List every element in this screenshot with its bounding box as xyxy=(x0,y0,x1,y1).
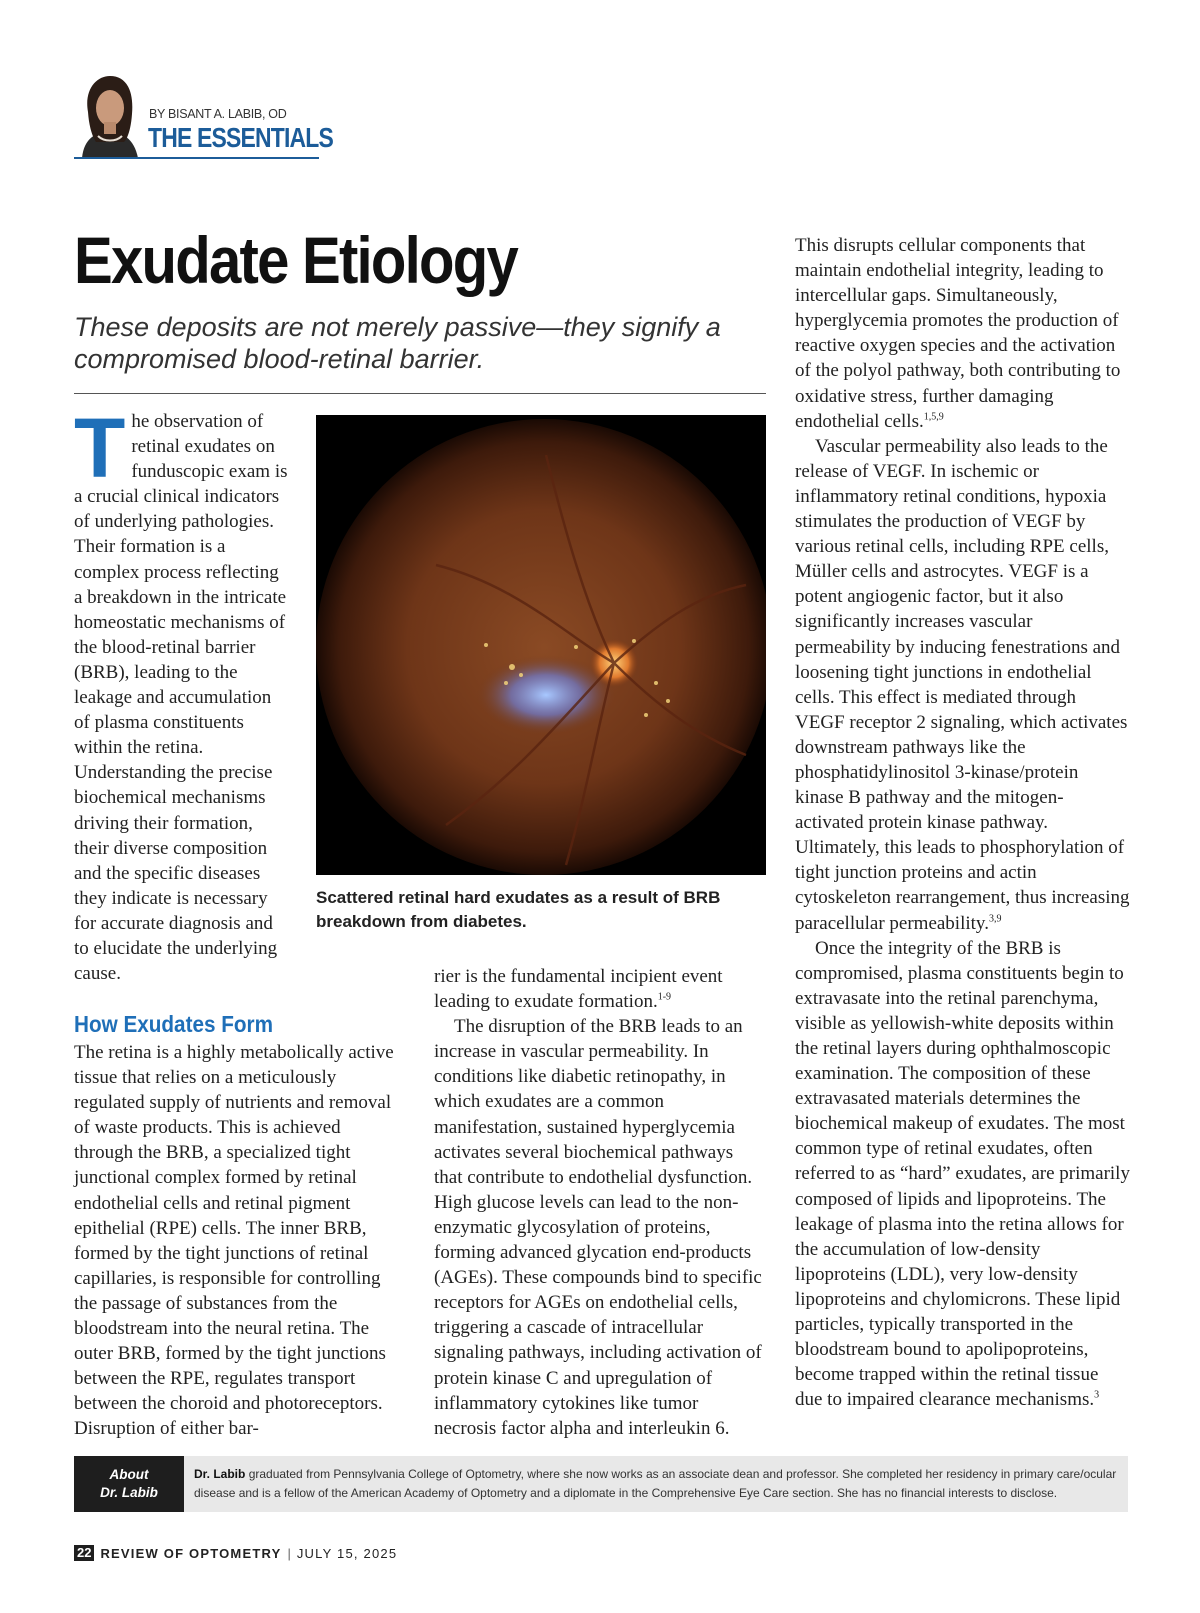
column-3-text xyxy=(795,233,1130,1412)
drop-cap: T xyxy=(74,401,126,495)
paragraph-barrier-cont xyxy=(434,964,764,1014)
paragraph-retina: The retina is a highly metabolically active tissue that relies on a meticulously regulated supply of nutrients and removal of waste products. This is achieved through the BRB, a specialized tight junctional complex formed by retinal endothelial cells and retinal pigment epithelial (RPE) cells. The inner BRB, formed by the tight junctions of retinal capillaries, is responsible for controlling the passage of substances from the bloodstream into the neural retina. The outer BRB, formed by the tight junctions between the RPE, regulates transport between the choroid and photoreceptors. Disruption of either bar- xyxy=(74,1042,394,1440)
about-label-line1: About xyxy=(109,1467,149,1482)
paragraph-extravasation-text: Once the integrity of the BRB is compromised, plasma constituents begin to extravasate into the retinal parenchyma, visible as yellowish-white deposits within the retinal layers during ophthalmoscopic examination. The composition of these extravasated materials determines the biochemical makeup of exudates. The most common type of retinal exudates, often referred to as “hard” exudates, are primarily composed of lipids and lipoproteins. The leakage of plasma into the retina allows for the accumulation of low-density lipoproteins (LDL), very low-density lipoproteins and chylomicrons. These lipid particles, typically transported in the bloodstream bound to apolipoproteins, become trapped within the retinal tissue due to impaired clearance mechanisms. xyxy=(795,937,1130,1411)
column-2-text xyxy=(434,964,764,1441)
paragraph-barrier-text: rier is the fundamental incipient event leading to exudate formation. xyxy=(434,966,723,1013)
header-rule xyxy=(74,157,319,159)
deck: These deposits are not merely passive—they signify a compromised blood-retinal barrier. xyxy=(74,312,721,374)
figure-caption: Scattered retinal hard exudates as a result of BRB breakdown from diabetes. xyxy=(316,888,721,931)
headline-rule xyxy=(74,393,766,394)
reference-1-5-9: 1,5,9 xyxy=(923,411,944,423)
intro-paragraph xyxy=(74,401,289,986)
paragraph-endothelial-text: This disrupts cellular components that maintain endothelial integrity, leading to intercellular gaps. Simultaneously, hyperglycemia promotes the production of reactive oxygen species and the activation of the polyol pathway, both contributing to oxidative stress, further damaging endothelial cells. xyxy=(795,235,1121,432)
about-label xyxy=(74,1456,184,1512)
byline: BY BISANT A. LABIB, OD xyxy=(149,107,287,121)
about-bio xyxy=(194,1465,1119,1503)
reference-1-9: 1-9 xyxy=(657,991,672,1003)
paragraph-brb-disruption: The disruption of the BRB leads to an increase in vascular permeability. In conditions like diabetic retinopathy, in which exudates are a common manifestation, sustained hyperglycemia activates several biochemical pathways that contribute to endothelial dysfunction. High glucose levels can lead to the non-enzymatic glycosylation of proteins, forming advanced glycation end-products (AGEs). These compounds bind to specific receptors for AGEs on endothelial cells, triggering a cascade of intracellular signaling pathways, including activation of protein kinase C and upregulation of inflammatory cytokines like tumor necrosis factor alpha and interleukin 6. xyxy=(434,1016,762,1439)
intro-text-block xyxy=(74,401,289,986)
page-number: 22 xyxy=(74,1545,94,1561)
paragraph-extravasation xyxy=(795,936,1130,1413)
paragraph-vegf-text: Vascular permeability also leads to the release of VEGF. In ischemic or inflammatory retinal conditions, hypoxia stimulates the production of VEGF by various retinal cells, including RPE cells, Müller cells and astrocytes. VEGF is a potent angiogenic factor, but it also significantly increases vascular permeability by inducing fenestrations and loosening tight junctions in endothelial cells. This effect is mediated through VEGF receptor 2 signaling, which activates downstream pathways like the phosphatidylinositol 3-kinase/protein kinase B pathway and the mitogen-activated protein kinase pathway. Ultimately, this leads to phosphorylation of tight junction proteins and actin cytoskeleton rearrangement, thus increasing paracellular permeability. xyxy=(795,435,1130,934)
paragraph-vegf xyxy=(795,434,1130,936)
reference-3: 3 xyxy=(1094,1389,1100,1401)
column-header xyxy=(74,72,333,160)
about-label-line2: Dr. Labib xyxy=(100,1485,158,1500)
headline: Exudate Etiology xyxy=(74,223,518,297)
magazine-title: REVIEW OF OPTOMETRY xyxy=(100,1545,282,1561)
page-footer xyxy=(74,1545,397,1561)
fundus-photo xyxy=(316,415,766,875)
section-subhead: How Exudates Form xyxy=(74,1011,273,1037)
column-1-text xyxy=(74,1040,404,1442)
reference-3-9: 3,9 xyxy=(988,913,1002,925)
author-photo xyxy=(74,72,144,158)
paragraph-endothelial xyxy=(795,233,1130,434)
column-name: THE ESSENTIALS xyxy=(148,122,333,153)
about-name: Dr. Labib xyxy=(194,1467,246,1481)
about-author-box xyxy=(74,1456,1128,1512)
intro-text: he observation of retinal exudates on funduscopic exam is a crucial clinical indicators of underlying pathologies. Their formation is a complex process reflecting a breakdown in the intricate homeostatic mechanisms of the blood-retinal barrier (BRB), leading to the leakage and accumulation of plasma constituents within the retina. Understanding the precise biochemical mechanisms driving their formation, their diverse composition and the specific diseases they indicate is necessary for accurate diagnosis and to elucidate the underlying cause. xyxy=(74,411,288,985)
footer-separator: | xyxy=(287,1545,291,1561)
issue-date: JULY 15, 2025 xyxy=(296,1545,398,1561)
about-bio-text: graduated from Pennsylvania College of Optometry, where she now works as an associate dean and professor. She completed her residency in primary care/ocular disease and is a fellow of the American Academy of Optometry and a diplomate in the Comprehensive Eye Care section. She has no financial interests to disclose. xyxy=(194,1467,1117,1500)
